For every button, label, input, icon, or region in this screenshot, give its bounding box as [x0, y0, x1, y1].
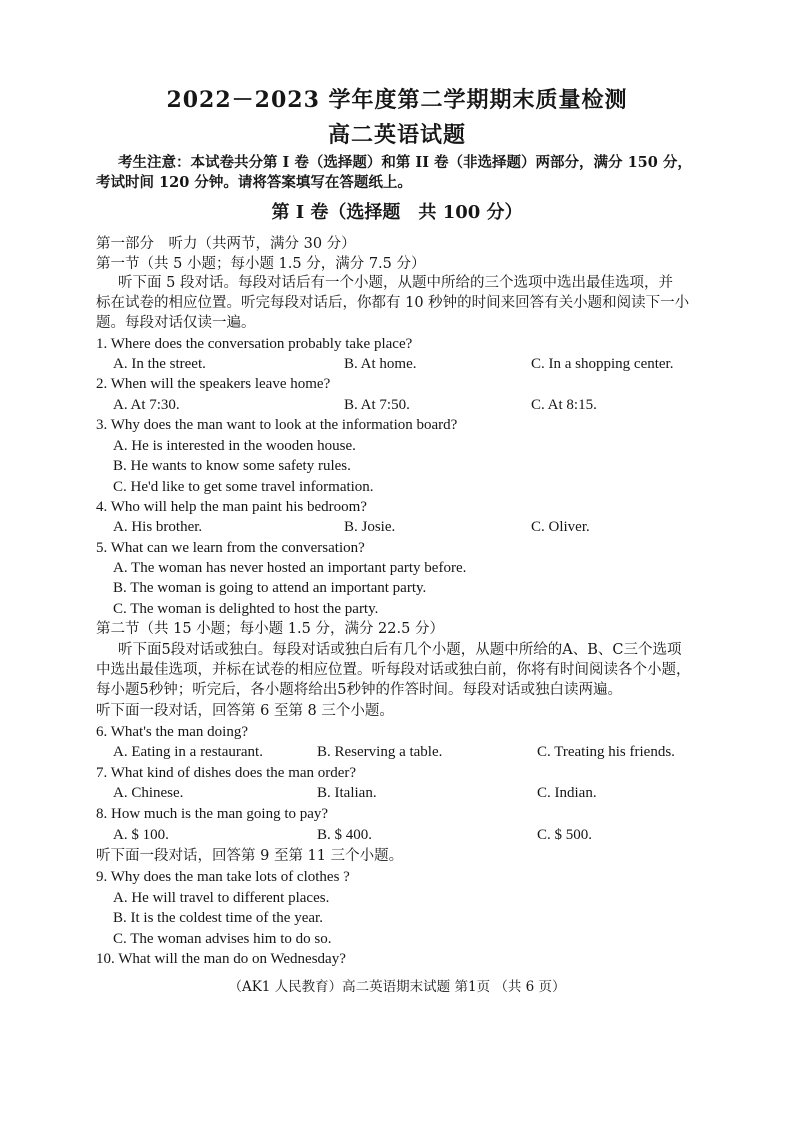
q8-option-c: C. $ 500.: [537, 827, 593, 843]
q5-option-a: A. The woman has never hosted an important party before.: [113, 560, 467, 576]
question-3: 3. Why does the man want to look at the information board?: [96, 417, 458, 433]
section2-instruction-3: 每小题5秒钟；听完后，各小题将给出5秒钟的作答时间。每段对话或独白读两遍。: [96, 682, 622, 698]
q6-option-a: A. Eating in a restaurant.: [113, 744, 263, 760]
notice-line-2: 考试时间 120 分钟。请将答案填写在答题纸上。: [96, 174, 412, 191]
q2-option-b: B. At 7:50.: [344, 397, 410, 413]
q5-option-b: B. The woman is going to attend an important party.: [113, 580, 427, 596]
dialog-6-8-instruction: 听下面一段对话，回答第 6 至第 8 三个小题。: [96, 703, 394, 719]
section1-instruction-1: 听下面 5 段对话。每段对话后有一个小题，从题中所给的三个选项中选出最佳选项，并: [118, 275, 673, 291]
q6-option-b: B. Reserving a table.: [317, 744, 443, 760]
exam-subtitle: 高二英语试题: [327, 122, 466, 148]
q5-option-c: C. The woman is delighted to host the party.: [113, 601, 379, 617]
q8-option-a: A. $ 100.: [113, 827, 169, 843]
q1-option-c: C. In a shopping center.: [531, 356, 674, 372]
q7-option-c: C. Indian.: [537, 785, 597, 801]
q9-option-a: A. He will travel to different places.: [113, 890, 330, 906]
q4-option-a: A. His brother.: [113, 519, 203, 535]
question-8: 8. How much is the man going to pay?: [96, 806, 329, 822]
volume-title: 第 I 卷（选择题 共 100 分）: [271, 202, 523, 223]
q6-option-c: C. Treating his friends.: [537, 744, 675, 760]
question-5: 5. What can we learn from the conversation?: [96, 540, 365, 556]
q2-option-a: A. At 7:30.: [113, 397, 180, 413]
dialog-9-11-instruction: 听下面一段对话，回答第 9 至第 11 三个小题。: [96, 848, 404, 864]
question-7: 7. What kind of dishes does the man order?: [96, 765, 357, 781]
q4-option-c: C. Oliver.: [531, 519, 590, 535]
section2-heading: 第二节（共 15 小题；每小题 1.5 分，满分 22.5 分）: [96, 621, 444, 637]
part1-heading: 第一部分 听力（共两节，满分 30 分）: [96, 236, 356, 252]
notice-line-1: 考生注意：本试卷共分第 I 卷（选择题）和第 II 卷（非选择题）两部分，满分 150 分，: [118, 154, 692, 171]
q7-option-a: A. Chinese.: [113, 785, 184, 801]
section1-instruction-3: 题。每段对话仅读一遍。: [96, 315, 256, 331]
question-2: 2. When will the speakers leave home?: [96, 376, 331, 392]
section1-heading: 第一节（共 5 小题；每小题 1.5 分，满分 7.5 分）: [96, 256, 426, 272]
q3-option-b: B. He wants to know some safety rules.: [113, 458, 351, 474]
q8-option-b: B. $ 400.: [317, 827, 373, 843]
exam-title: 2022－2023 学年度第二学期期末质量检测: [166, 87, 628, 113]
question-1: 1. Where does the conversation probably take place?: [96, 336, 413, 352]
q7-option-b: B. Italian.: [317, 785, 377, 801]
question-10: 10. What will the man do on Wednesday?: [96, 951, 346, 967]
q9-option-b: B. It is the coldest time of the year.: [113, 910, 323, 926]
page-footer: （AK1 人民教育）高二英语期末试题 第1页 （共 6 页）: [228, 979, 566, 995]
section1-instruction-2: 标在试卷的相应位置。听完每段对话后，你都有 10 秒钟的时间来回答有关小题和阅读下一小: [96, 295, 690, 311]
q2-option-c: C. At 8:15.: [531, 397, 597, 413]
q1-option-b: B. At home.: [344, 356, 417, 372]
q3-option-a: A. He is interested in the wooden house.: [113, 438, 356, 454]
section2-instruction-2: 中选出最佳选项，并标在试卷的相应位置。听每段对话或独白前，你将有时间阅读各个小题，: [96, 662, 691, 678]
question-9: 9. Why does the man take lots of clothes ?: [96, 869, 350, 885]
question-4: 4. Who will help the man paint his bedroom?: [96, 499, 367, 515]
q4-option-b: B. Josie.: [344, 519, 396, 535]
q1-option-a: A. In the street.: [113, 356, 206, 372]
section2-instruction-1: 听下面5段对话或独白。每段对话或独白后有几个小题，从题中所给的A、B、C三个选项: [118, 642, 682, 658]
question-6: 6. What's the man doing?: [96, 724, 248, 740]
q9-option-c: C. The woman advises him to do so.: [113, 931, 332, 947]
q3-option-c: C. He'd like to get some travel information.: [113, 479, 374, 495]
